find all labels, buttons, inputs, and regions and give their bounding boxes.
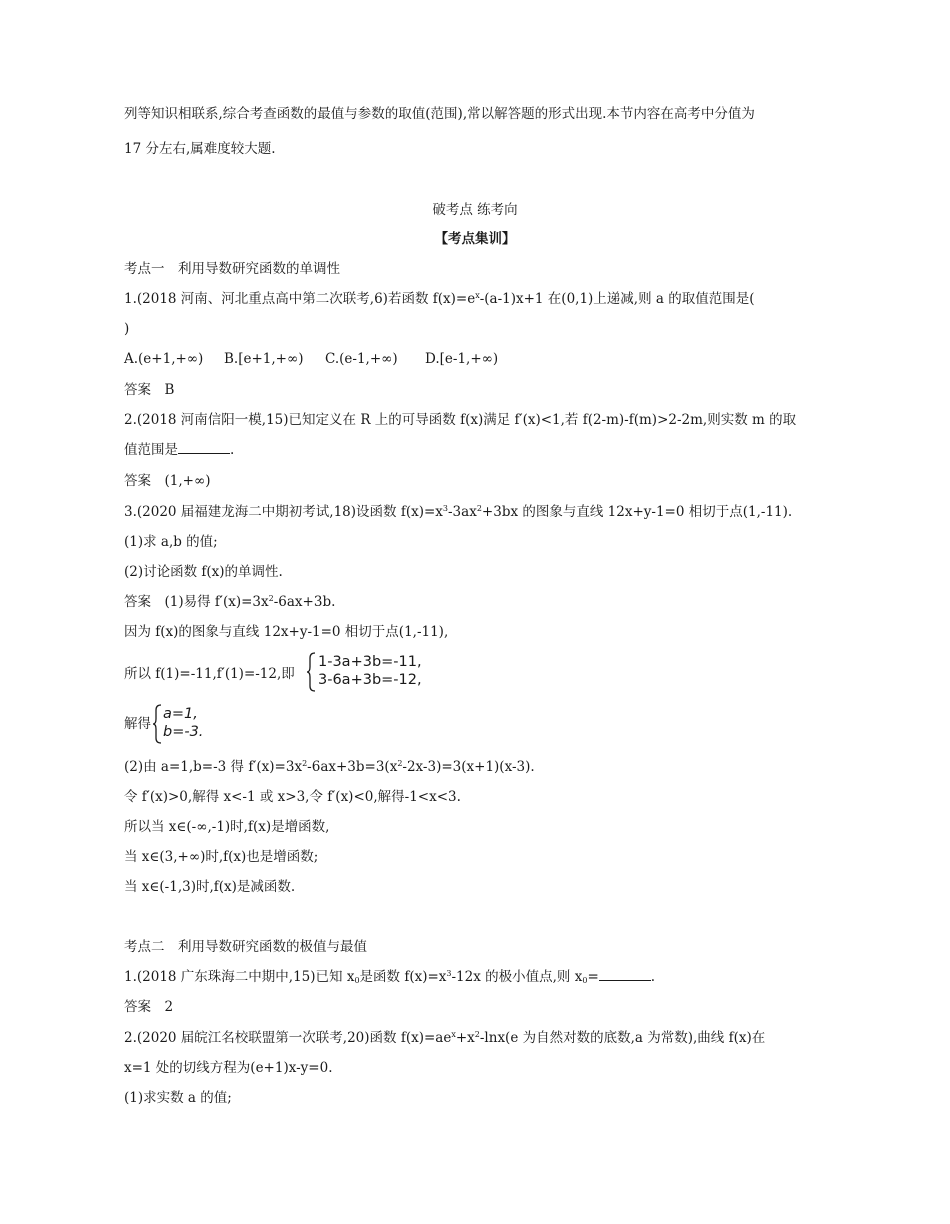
s2-q2-stem: 2.(2020 届皖江名校联盟第一次联考,20)函数 $f(x)=ae^x+x^2-\ln x(e$ 为自然对数的底数,a 为常数),曲线 f(x)在 [124, 1030, 766, 1046]
s1-q3-answer-1: 答案 (1)易得 $f'(x)=3x^2-6ax+3b$. [124, 594, 336, 610]
s1-q3-answer-6: 所以当 x∈(-∞,-1)时,f(x)是增函数, [124, 819, 330, 835]
intro-line-1: 列等知识相联系,综合考查函数的最值与参数的取值(范围),常以解答题的形式出现.本节内容在高考中分值为 [124, 106, 755, 122]
s1-q3-answer-4: (2)由 a=1,b=-3 得 $f'(x)=3x^2-6ax+3b=3(x^2-2x-3)=3(x+1)(x-3)$. [124, 759, 535, 775]
s1-q3-stem: 3.(2020 届福建龙海二中期初考试,18)设函数 $f(x)=x^3-3ax^2+3bx$ 的图象与直线 12x+y-1=0 相切于点(1,-11). [124, 504, 793, 520]
s1-q2-line-2: 值范围是 . [124, 442, 235, 458]
s1-q3-answer-5: 令 f′(x)>0,解得 x<-1 或 x>3,令 f′(x)<0,解得-1<x<3. [124, 789, 461, 805]
s2-q2-line-2: x=1 处的切线方程为(e+1)x-y=0. [124, 1060, 333, 1076]
s1-q3-part-2: (2)讨论函数 f(x)的单调性. [124, 564, 283, 580]
system-2-row-2: b=-3. [163, 724, 204, 740]
s1-q1-stem: 1.(2018 河南、河北重点高中第二次联考,6)若函数 $f(x)=e^x-(a-1)x+1$ 在(0,1)上递减,则 a 的取值范围是( [124, 291, 755, 307]
s1-q3-solve-label: 解得 [124, 716, 151, 732]
s1-q1-options [124, 349, 498, 369]
system-2-row-1: a=1, [163, 706, 198, 722]
s1-q2-line-1: 2.(2018 河南信阳一模,15)已知定义在 R 上的可导函数 f(x)满足 f′(x)<1,若 f(2-m)-f(m)>2-2m,则实数 m 的取 [124, 412, 797, 428]
s1-q1-answer: 答案 B [124, 382, 175, 398]
option-d: D.[e-1,+∞) [425, 351, 499, 367]
system-brace-2 [153, 704, 163, 744]
s1-q3-answer-8: 当 x∈(-1,3)时,f(x)是减函数. [124, 879, 296, 895]
system-1-row-1: 1-3a+3b=-11, [318, 654, 422, 670]
page-heading: 破考点 练考向 [432, 202, 518, 218]
answer-blank [178, 440, 230, 454]
equation-system-1 [318, 653, 422, 689]
s2-q1-answer: 答案 2 [124, 999, 174, 1015]
s2-q2-part-1: (1)求实数 a 的值; [124, 1090, 232, 1106]
s1-q2-answer: 答案 (1,+∞) [124, 473, 211, 489]
system-brace-1 [307, 652, 317, 692]
answer-blank [599, 967, 651, 981]
section-1-title: 考点一 利用导数研究函数的单调性 [124, 261, 340, 277]
equation-system-2 [163, 705, 203, 741]
section-2-title: 考点二 利用导数研究函数的极值与最值 [124, 939, 367, 955]
option-a: A.(e+1,+∞) [124, 351, 204, 367]
s1-q3-part-1: (1)求 a,b 的值; [124, 534, 218, 550]
s2-q1-stem: 1.(2018 广东珠海二中期中,15)已知 $x_0$是函数 $f(x)=x^3-12x$ 的极小值点,则 $x_0=$ . [124, 969, 656, 985]
intro-line-2: 17 分左右,属难度较大题. [124, 141, 276, 157]
system-1-row-2: 3-6a+3b=-12, [318, 672, 422, 688]
s1-q3-answer-2: 因为 f(x)的图象与直线 12x+y-1=0 相切于点(1,-11), [124, 624, 449, 640]
s1-q1-paren: ) [124, 321, 130, 337]
option-b: B.[e+1,+∞) [224, 351, 304, 367]
page-subheading: 【考点集训】 [434, 231, 516, 247]
s1-q3-answer-3: 所以 f(1)=-11,f′(1)=-12,即 [124, 666, 295, 682]
s1-q3-answer-7: 当 x∈(3,+∞)时,f(x)也是增函数; [124, 849, 319, 865]
option-c: C.(e-1,+∞) [325, 351, 398, 367]
